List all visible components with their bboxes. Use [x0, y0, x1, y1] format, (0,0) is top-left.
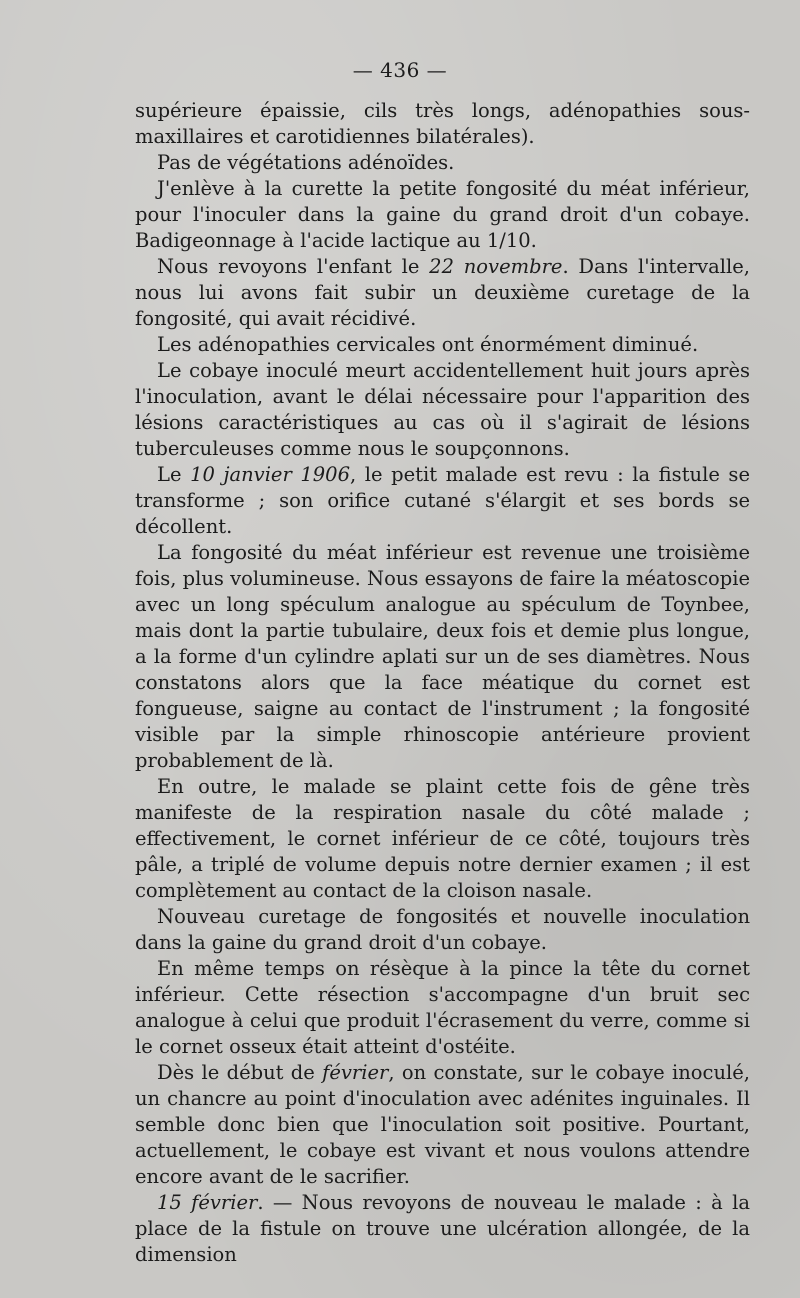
paragraph-text: Pas de végétations adénoïdes.	[157, 151, 455, 174]
paragraph-text: Les adénopathies cervicales ont énormément diminué.	[157, 333, 699, 356]
italic-text: 22 novembre	[429, 255, 563, 278]
paragraph-text: Dès le début de	[157, 1061, 323, 1084]
paragraph	[135, 540, 750, 774]
paragraph-text: Nouveau curetage de fongosités et nouvelle inoculation dans la gaine du grand droit d'un cobaye.	[135, 905, 750, 954]
body-text	[135, 98, 750, 1268]
paragraph-text: En outre, le malade se plaint cette fois de gêne très manifeste de la respiration nasale du côté malade ; effectivement, le cornet inférieur de ce côté, toujours très pâle, a triplé de volume depuis notre dernier examen ; il est complètement au contact de la cloison nasale.	[135, 775, 750, 902]
paragraph-text: . Dans l'intervalle, nous lui avons fait subir un deuxième curetage de la fongosité, qui avait récidivé.	[135, 255, 750, 330]
paragraph	[135, 332, 750, 358]
paragraph	[135, 1060, 750, 1190]
paragraph-text: J'enlève à la curette la petite fongosité du méat inférieur, pour l'inoculer dans la gaine du grand droit d'un cobaye. Badigeonnage à l'acide lactique au 1/10.	[135, 177, 750, 252]
paragraph	[135, 150, 750, 176]
paragraph	[135, 358, 750, 462]
paragraph	[135, 462, 750, 540]
paragraph-text: . — Nous revoyons de nouveau le malade : à la place de la fistule on trouve une ulcération allongée, de la dimension	[135, 1191, 750, 1266]
paragraph-text: Le cobaye inoculé meurt accidentellement huit jours après l'inoculation, avant le délai nécessaire pour l'apparition des lésions caractéristiques au cas où il s'agirait de lésions tuberculeuses comme nous le soupçonnons.	[135, 359, 750, 460]
paragraph	[135, 254, 750, 332]
paragraph-text: , on constate, sur le cobaye inoculé, un chancre au point d'inoculation avec adénites inguinales. Il semble donc bien que l'inoculation soit positive. Pourtant, actuellement, le cobaye est vivant et nous voulons attendre encore avant de le sacrifier.	[135, 1061, 750, 1188]
paragraph-text: La fongosité du méat inférieur est revenue une troisième fois, plus volumineuse. Nous essayons de faire la méatoscopie avec un long spéculum analogue au spéculum de Toynbee, mais dont la partie tubulaire, deux fois et demie plus longue, a la forme d'un cylindre aplati sur un de ses diamètres. Nous constatons alors que la face méatique du cornet est fongueuse, saigne au contact de l'instrument ; la fongosité visible par la simple rhinoscopie antérieure provient probablement de là.	[135, 541, 750, 772]
paragraph	[135, 176, 750, 254]
page-number: — 436 —	[352, 58, 448, 82]
paragraph-text: Nous revoyons l'enfant le	[157, 255, 430, 278]
paragraph	[135, 98, 750, 150]
paragraph	[135, 904, 750, 956]
paragraph	[135, 1190, 750, 1268]
paragraph-text: supérieure épaissie, cils très longs, adénopathies sous-maxillaires et carotidiennes bilatérales).	[135, 99, 750, 148]
paragraph-text: , le petit malade est revu : la fistule se transforme ; son orifice cutané s'élargit et ses bords se décollent.	[135, 463, 750, 538]
italic-text: février	[322, 1061, 389, 1084]
italic-text: 10 janvier 1906	[190, 463, 350, 486]
paragraph-text: Le	[157, 463, 191, 486]
paragraph	[135, 774, 750, 904]
paragraph-text: En même temps on résèque à la pince la tête du cornet inférieur. Cette résection s'accompagne d'un bruit sec analogue à celui que produit l'écrasement du verre, comme si le cornet osseux était atteint d'ostéite.	[135, 957, 750, 1058]
paragraph	[135, 956, 750, 1060]
italic-text: 15 février	[157, 1191, 258, 1214]
